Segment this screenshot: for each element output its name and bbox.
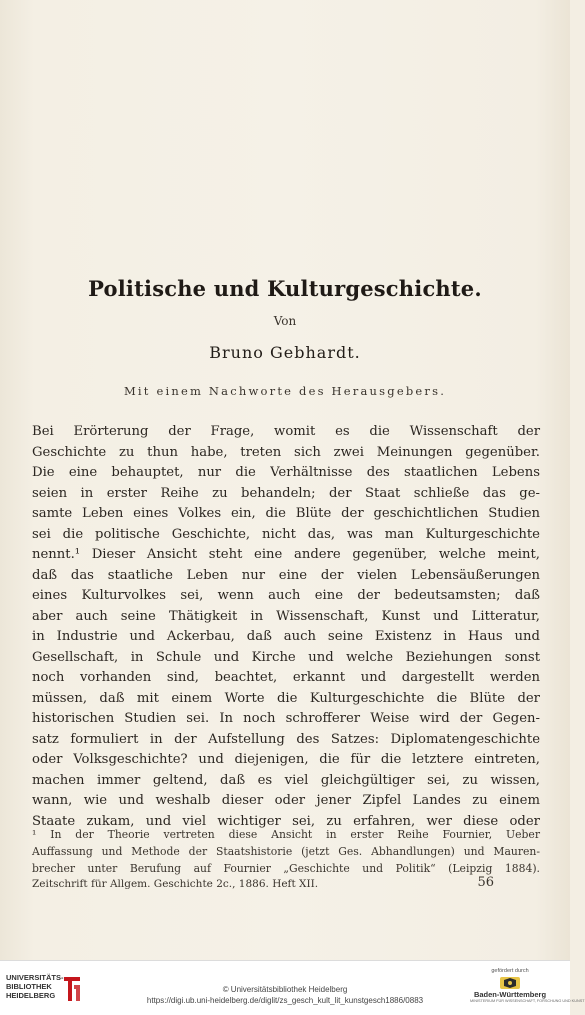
body-line: samte Leben eines Volkes ein, die Blüte der geschichtlichen Studien — [32, 506, 540, 521]
sponsor-ministry: MINISTERIUM FÜR WISSENSCHAFT, FORSCHUNG UND KUNST — [470, 999, 585, 1003]
byline-von: Von — [273, 314, 297, 328]
body-line: Bei Erörterung der Frage, womit es die Wissenschaft der — [32, 424, 540, 439]
state-crest-icon — [498, 976, 522, 990]
footnote-line: brecher unter Berufung auf Fournier „Geschichte und Politik“ (Leipzig 1884). — [32, 862, 540, 875]
permalink-url[interactable]: https://digi.ub.uni-heidelberg.de/diglit/zs_gesch_kult_lit_kunstgesch1886/0883 — [146, 996, 424, 1005]
body-line: oder Volksgeschichte? und diejenigen, die für die letztere eintreten, — [32, 752, 540, 767]
library-name: UNIVERSITÄTS- BIBLIOTHEK HEIDELBERG — [6, 973, 64, 1000]
body-line: noch vorhanden sind, beachtet, erkannt und dargestellt werden — [32, 670, 540, 685]
copyright-notice: © Universitätsbibliothek Heidelberg — [222, 985, 348, 994]
body-line: eines Kulturvolkes sei, wenn auch eine der bedeutsamsten; daß — [32, 588, 540, 603]
body-line: Gesellschaft, in Schule und Kirche und welche Beziehungen sonst — [32, 649, 540, 665]
footnote — [32, 826, 540, 877]
article-title: Politische und Kulturgeschichte. — [88, 276, 482, 301]
page-number: 56 — [477, 875, 494, 890]
article-subtitle: Mit einem Nachworte des Herausgebers. — [123, 384, 447, 398]
body-line: Die eine behauptet, nur die Verhältnisse des staatlichen Lebens — [32, 465, 540, 480]
body-line: seien in erster Reihe zu behandeln; der Staat schließe das ge- — [32, 485, 540, 501]
body-line: Staate zukam, und viel wichtiger sei, zu erfahren, wer diese oder — [32, 813, 540, 829]
body-line: nennt.¹ Dieser Ansicht steht eine andere gegenüber, welche meint, — [32, 547, 540, 562]
body-line: Geschichte zu thun habe, treten sich zwei Meinungen gegenüber. — [32, 444, 540, 460]
sponsor-name: Baden-Württemberg — [473, 990, 547, 999]
footnote-line: ¹ In der Theorie vertreten diese Ansicht in erster Reihe Fournier, Ueber — [32, 828, 540, 841]
author-name: Bruno Gebhardt. — [209, 343, 361, 362]
body-line: satz formuliert in der Aufstellung des Satzes: Diplomatengeschichte — [32, 731, 540, 747]
body-line: wann, wie und weshalb dieser oder jener Zipfel Landes zu einem — [32, 793, 540, 808]
body-line: aber auch seine Thätigkeit in Wissenschaft, Kunst und Litteratur, — [32, 608, 540, 624]
body-text — [32, 422, 540, 832]
body-line: machen immer geltend, daß es viel gleichgültiger sei, zu wissen, — [32, 772, 540, 788]
body-line: sei die politische Geschichte, nicht das, was man Kulturgeschichte — [32, 526, 540, 542]
body-line: historischen Studien sei. In noch schrofferer Weise wird der Gegen- — [32, 711, 540, 726]
body-line: müssen, daß mit einem Worte die Kulturgeschichte die Blüte der — [32, 690, 540, 706]
footnote-line: Auffassung und Methode der Staatshistorie (jetzt Ges. Abhandlungen) und Mauren- — [32, 845, 540, 858]
sponsor-label: gefördert durch — [491, 968, 529, 974]
journal-reference: Zeitschrift für Allgem. Geschichte 2c., 1886. Heft XII. — [32, 878, 319, 890]
journal-reference-line — [32, 876, 540, 893]
sponsor-logo[interactable] — [470, 967, 585, 1013]
body-line: in Industrie und Ackerbau, daß auch seine Existenz in Haus und — [32, 629, 540, 644]
viewer-footer — [0, 960, 585, 1015]
body-line: daß das staatliche Leben nur eine der vielen Lebensäußerungen — [32, 567, 540, 583]
